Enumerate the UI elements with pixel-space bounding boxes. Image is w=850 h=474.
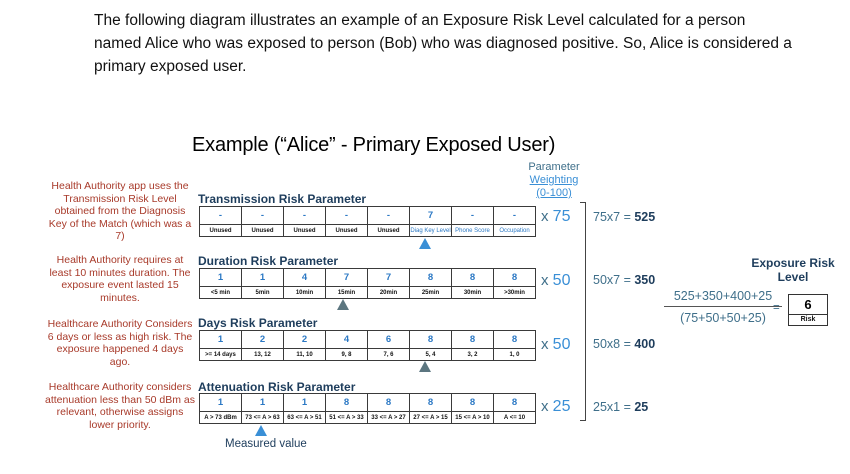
bucket-label-cell: 51 <= A > 33 [326,412,368,424]
risk-result-box [788,294,828,326]
risk-value-cell: 8 [494,331,536,349]
formula-numerator: 525+350+400+25 [673,289,773,303]
risk-value-cell: 7 [368,269,410,287]
section-note: Healthcare Authority considers attenuation less than 50 dBm as relevant, otherwise assigns lower priority. [45,381,196,431]
bucket-label-cell: 73 <= A > 63 [242,412,284,424]
summation-bracket [580,202,586,421]
bucket-label-cell: 10min [284,287,326,299]
product-value: 400 [634,337,656,351]
risk-value-cell: 8 [410,269,452,287]
measured-value-marker [337,299,349,310]
parameter-weighting-range: (0-100) [536,187,572,199]
bucket-label-cell: 13, 12 [242,349,284,361]
bucket-label-cell: 63 <= A > 51 [284,412,326,424]
section-title: Days Risk Parameter [198,316,318,330]
risk-value-cell: 7 [326,269,368,287]
risk-value-cell: - [494,207,536,225]
bucket-label-cell: 5, 4 [410,349,452,361]
risk-value-cell: - [326,207,368,225]
bucket-label-cell: 3, 2 [452,349,494,361]
risk-value-cell: 8 [410,394,452,412]
label-row [200,349,536,361]
product-expression: 75x7 = [593,210,635,224]
weighted-product [593,337,655,351]
weighted-product [593,400,648,414]
weight-value: 50 [552,336,571,353]
bucket-label-cell: >= 14 days [200,349,242,361]
label-row [200,412,536,424]
bucket-label-cell: Unused [284,225,326,237]
measured-value-marker [419,238,431,249]
risk-result-value: 6 [789,295,827,315]
bucket-label-cell: Diag Key Level [410,225,452,237]
measured-value-marker [419,361,431,372]
bucket-label-cell: 15min [326,287,368,299]
diagram-title: Example (“Alice” - Primary Exposed User) [192,134,556,156]
product-value: 350 [634,273,656,287]
risk-value-cell: 2 [242,331,284,349]
fraction-line [664,306,782,307]
risk-value-cell: 1 [200,394,242,412]
risk-value-cell: - [452,207,494,225]
risk-value-cell: 1 [284,394,326,412]
multiply-sign: x [541,208,553,225]
product-expression: 50x8 = [593,337,635,351]
weight-value: 25 [552,398,571,415]
section-title: Attenuation Risk Parameter [198,380,356,394]
risk-value-cell: - [242,207,284,225]
value-row [200,207,536,225]
bucket-label-cell: 30min [452,287,494,299]
risk-value-cell: 4 [284,269,326,287]
parameter-weighting-header [525,161,583,200]
bucket-label-cell: 7, 6 [368,349,410,361]
section-title: Transmission Risk Parameter [198,192,367,206]
bucket-label-cell: 11, 10 [284,349,326,361]
risk-value-cell: - [200,207,242,225]
weight-value: 75 [552,208,571,225]
bucket-label-cell: A > 73 dBm [200,412,242,424]
weight-multiplier [541,208,570,226]
bucket-label-cell: 33 <= A > 27 [368,412,410,424]
risk-value-cell: 1 [200,331,242,349]
section-note: Healthcare Authority Considers 6 days or less as high risk. The exposure happened 4 days ago. [47,318,193,368]
exposure-risk-level-title [750,256,836,284]
risk-value-cell: 8 [452,331,494,349]
formula-denominator: (75+50+50+25) [680,311,766,325]
weight-multiplier [541,272,570,290]
section-title: Duration Risk Parameter [198,254,339,268]
risk-value-cell: 8 [410,331,452,349]
bucket-label-cell: Unused [242,225,284,237]
measured-value-marker [255,425,267,436]
bucket-label-cell: 5min [242,287,284,299]
bucket-label-cell: Phone Score [452,225,494,237]
risk-value-cell: 8 [452,394,494,412]
bucket-label-cell: 15 <= A > 10 [452,412,494,424]
weighted-product [593,273,655,287]
bucket-label-cell: 25min [410,287,452,299]
product-expression: 25x1 = [593,400,635,414]
bucket-label-cell: 9, 8 [326,349,368,361]
product-value: 525 [634,210,656,224]
label-row [200,225,536,237]
risk-value-cell: 8 [326,394,368,412]
risk-value-cell: 8 [494,394,536,412]
risk-value-cell: 1 [242,394,284,412]
bucket-label-cell: A <= 10 [494,412,536,424]
multiply-sign: x [541,336,553,353]
weight-value: 50 [552,272,571,289]
intro-text: The following diagram illustrates an example of an Exposure Risk Level calculated for a person named Alice who was exposed to person (Bob) who was diagnosed positive. So, Alice is considered a primary exposed user. [94,12,792,75]
multiply-sign: x [541,272,553,289]
parameter-table [199,268,536,299]
bucket-label-cell: Occupation [494,225,536,237]
bucket-label-cell: <5 min [200,287,242,299]
exposure-risk-title-line2: Level [777,270,809,284]
risk-value-cell: 8 [494,269,536,287]
weight-multiplier [541,398,570,416]
risk-value-cell: 1 [242,269,284,287]
risk-value-cell: 7 [410,207,452,225]
section-note: Health Authority requires at least 10 minutes duration. The exposure event lasted 15 minutes. [49,254,191,304]
parameter-table [199,330,536,361]
risk-value-cell: - [284,207,326,225]
bucket-label-cell: Unused [368,225,410,237]
bucket-label-cell: 27 <= A > 15 [410,412,452,424]
equals-sign: = [773,302,780,314]
risk-value-cell: 2 [284,331,326,349]
measured-value-label: Measured value [225,438,307,450]
parameter-table [199,206,536,237]
value-row [200,269,536,287]
parameter-table [199,393,536,424]
product-value: 25 [634,400,649,414]
weighted-product [593,210,655,224]
value-row [200,331,536,349]
exposure-risk-title-line1: Exposure Risk [751,256,835,270]
risk-value-cell: - [368,207,410,225]
bucket-label-cell: >30min [494,287,536,299]
risk-value-cell: 6 [368,331,410,349]
bucket-label-cell: Unused [326,225,368,237]
bucket-label-cell: 20min [368,287,410,299]
product-expression: 50x7 = [593,273,635,287]
weight-multiplier [541,336,570,354]
bucket-label-cell: 1, 0 [494,349,536,361]
risk-result-label: Risk [800,316,816,323]
parameter-weighting-line1: Parameter [528,161,580,173]
multiply-sign: x [541,398,553,415]
section-note: Health Authority app uses the Transmission Risk Level obtained from the Diagnosis Key of the Match (which was a 7) [48,180,192,242]
label-row [200,287,536,299]
value-row [200,394,536,412]
bucket-label-cell: Unused [200,225,242,237]
risk-value-cell: 1 [200,269,242,287]
risk-value-cell: 8 [452,269,494,287]
risk-value-cell: 4 [326,331,368,349]
risk-value-cell: 8 [368,394,410,412]
parameter-weighting-line2: Weighting [529,174,579,186]
